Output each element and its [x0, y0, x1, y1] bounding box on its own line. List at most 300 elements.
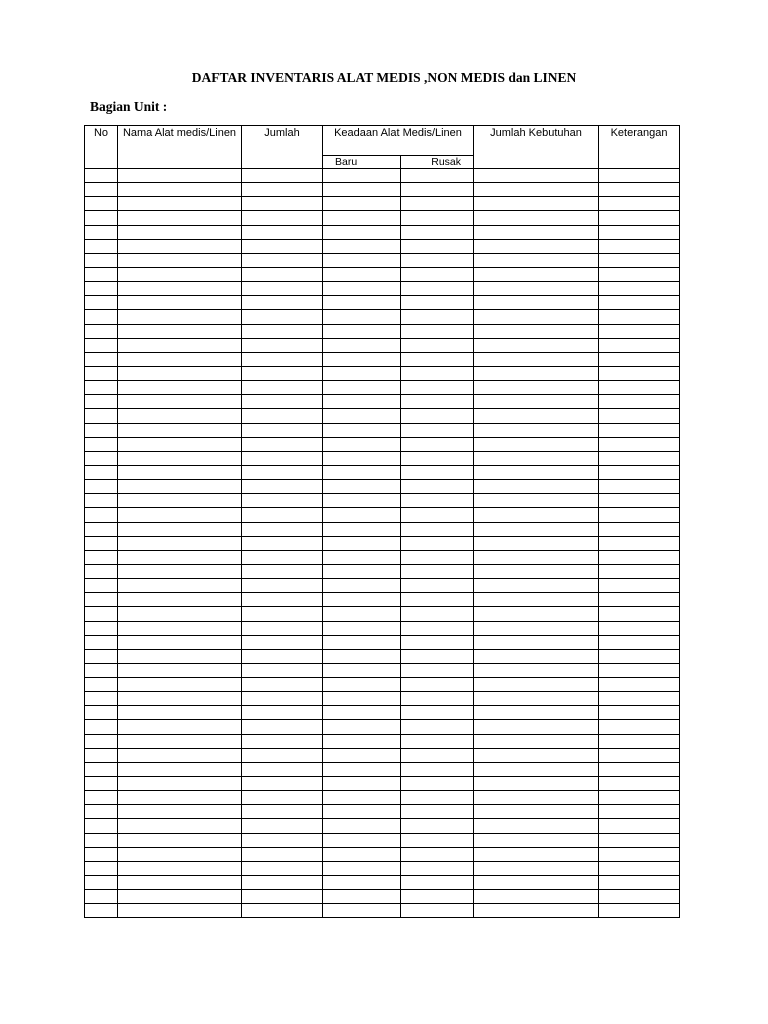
- table-cell: [85, 734, 118, 748]
- table-cell: [242, 762, 323, 776]
- table-cell: [474, 734, 599, 748]
- table-cell: [118, 211, 242, 225]
- table-cell: [323, 225, 401, 239]
- table-cell: [323, 451, 401, 465]
- table-cell: [401, 366, 474, 380]
- table-cell: [242, 579, 323, 593]
- table-cell: [401, 635, 474, 649]
- table-cell: [599, 381, 680, 395]
- table-cell: [401, 211, 474, 225]
- table-row: [85, 692, 680, 706]
- table-cell: [85, 536, 118, 550]
- table-cell: [118, 522, 242, 536]
- table-cell: [323, 352, 401, 366]
- table-cell: [118, 847, 242, 861]
- table-cell: [474, 494, 599, 508]
- table-row: [85, 876, 680, 890]
- table-cell: [401, 748, 474, 762]
- table-cell: [118, 621, 242, 635]
- table-cell: [401, 395, 474, 409]
- table-cell: [323, 847, 401, 861]
- table-cell: [401, 197, 474, 211]
- table-cell: [118, 748, 242, 762]
- table-cell: [85, 678, 118, 692]
- table-cell: [323, 282, 401, 296]
- table-cell: [118, 607, 242, 621]
- table-cell: [118, 819, 242, 833]
- table-cell: [599, 522, 680, 536]
- table-cell: [242, 805, 323, 819]
- table-cell: [242, 296, 323, 310]
- table-row: [85, 777, 680, 791]
- table-cell: [401, 508, 474, 522]
- table-cell: [118, 338, 242, 352]
- table-cell: [474, 635, 599, 649]
- table-cell: [323, 621, 401, 635]
- table-cell: [118, 310, 242, 324]
- table-cell: [242, 395, 323, 409]
- table-row: [85, 395, 680, 409]
- table-cell: [242, 706, 323, 720]
- table-cell: [242, 169, 323, 183]
- table-cell: [599, 904, 680, 918]
- table-row: [85, 720, 680, 734]
- table-cell: [242, 550, 323, 564]
- table-cell: [474, 225, 599, 239]
- table-cell: [323, 678, 401, 692]
- table-cell: [401, 338, 474, 352]
- table-cell: [474, 876, 599, 890]
- table-cell: [323, 791, 401, 805]
- table-cell: [599, 451, 680, 465]
- table-row: [85, 366, 680, 380]
- table-cell: [401, 169, 474, 183]
- table-cell: [401, 465, 474, 479]
- table-row: [85, 296, 680, 310]
- inventory-table: [84, 125, 680, 918]
- table-cell: [474, 352, 599, 366]
- table-cell: [401, 522, 474, 536]
- table-cell: [85, 465, 118, 479]
- table-cell: [323, 395, 401, 409]
- table-cell: [85, 833, 118, 847]
- table-cell: [401, 777, 474, 791]
- table-cell: [474, 366, 599, 380]
- table-cell: [401, 324, 474, 338]
- table-cell: [323, 579, 401, 593]
- table-cell: [118, 352, 242, 366]
- table-cell: [118, 805, 242, 819]
- table-cell: [474, 720, 599, 734]
- table-cell: [401, 678, 474, 692]
- table-cell: [118, 720, 242, 734]
- header-rusak: Rusak: [401, 156, 474, 169]
- table-cell: [474, 579, 599, 593]
- table-cell: [323, 508, 401, 522]
- table-cell: [599, 720, 680, 734]
- table-cell: [401, 296, 474, 310]
- table-cell: [401, 593, 474, 607]
- table-cell: [118, 267, 242, 281]
- table-cell: [323, 183, 401, 197]
- header-nama-alat: Nama Alat medis/Linen: [118, 126, 242, 169]
- table-cell: [474, 564, 599, 578]
- table-cell: [323, 239, 401, 253]
- table-cell: [85, 748, 118, 762]
- table-cell: [474, 423, 599, 437]
- table-cell: [242, 833, 323, 847]
- table-cell: [401, 536, 474, 550]
- table-cell: [401, 550, 474, 564]
- table-cell: [242, 366, 323, 380]
- table-cell: [323, 480, 401, 494]
- table-cell: [118, 381, 242, 395]
- table-cell: [85, 211, 118, 225]
- table-row: [85, 607, 680, 621]
- table-cell: [599, 211, 680, 225]
- table-cell: [323, 536, 401, 550]
- table-cell: [85, 324, 118, 338]
- table-cell: [85, 508, 118, 522]
- table-cell: [242, 211, 323, 225]
- table-cell: [85, 805, 118, 819]
- table-cell: [401, 494, 474, 508]
- table-row: [85, 480, 680, 494]
- table-cell: [85, 621, 118, 635]
- table-cell: [401, 480, 474, 494]
- table-cell: [474, 296, 599, 310]
- table-cell: [242, 791, 323, 805]
- table-row: [85, 465, 680, 479]
- table-row: [85, 819, 680, 833]
- table-cell: [242, 437, 323, 451]
- table-cell: [242, 564, 323, 578]
- table-row: [85, 734, 680, 748]
- table-cell: [85, 550, 118, 564]
- table-row: [85, 381, 680, 395]
- table-cell: [118, 706, 242, 720]
- table-cell: [323, 890, 401, 904]
- table-row: [85, 338, 680, 352]
- table-cell: [323, 777, 401, 791]
- table-cell: [85, 423, 118, 437]
- table-cell: [599, 663, 680, 677]
- table-cell: [323, 833, 401, 847]
- table-cell: [323, 169, 401, 183]
- table-cell: [323, 734, 401, 748]
- table-cell: [401, 890, 474, 904]
- table-cell: [118, 239, 242, 253]
- table-cell: [474, 847, 599, 861]
- table-cell: [118, 437, 242, 451]
- table-row: [85, 833, 680, 847]
- table-cell: [401, 791, 474, 805]
- table-cell: [118, 169, 242, 183]
- table-cell: [85, 762, 118, 776]
- table-cell: [599, 734, 680, 748]
- table-cell: [323, 409, 401, 423]
- table-cell: [323, 211, 401, 225]
- table-row: [85, 805, 680, 819]
- table-cell: [242, 183, 323, 197]
- table-cell: [242, 494, 323, 508]
- table-cell: [85, 282, 118, 296]
- table-cell: [474, 253, 599, 267]
- table-row: [85, 593, 680, 607]
- table-cell: [599, 833, 680, 847]
- table-cell: [85, 183, 118, 197]
- table-cell: [118, 833, 242, 847]
- table-cell: [118, 324, 242, 338]
- table-cell: [85, 904, 118, 918]
- table-cell: [599, 508, 680, 522]
- table-cell: [599, 352, 680, 366]
- table-cell: [474, 310, 599, 324]
- table-cell: [242, 607, 323, 621]
- table-cell: [474, 762, 599, 776]
- table-cell: [599, 678, 680, 692]
- table-cell: [401, 692, 474, 706]
- table-cell: [599, 253, 680, 267]
- header-baru: Baru: [323, 156, 401, 169]
- table-cell: [85, 777, 118, 791]
- table-cell: [118, 366, 242, 380]
- table-cell: [242, 381, 323, 395]
- table-cell: [401, 579, 474, 593]
- header-keterangan: Keterangan: [599, 126, 680, 169]
- table-row: [85, 282, 680, 296]
- table-row: [85, 861, 680, 875]
- table-cell: [242, 310, 323, 324]
- table-cell: [118, 253, 242, 267]
- table-cell: [118, 296, 242, 310]
- table-cell: [118, 876, 242, 890]
- table-cell: [474, 819, 599, 833]
- table-cell: [118, 777, 242, 791]
- table-cell: [401, 423, 474, 437]
- table-cell: [401, 381, 474, 395]
- table-cell: [242, 423, 323, 437]
- table-cell: [242, 621, 323, 635]
- table-cell: [599, 536, 680, 550]
- table-cell: [599, 706, 680, 720]
- table-cell: [85, 890, 118, 904]
- table-row: [85, 579, 680, 593]
- header-keadaan: Keadaan Alat Medis/Linen: [323, 126, 474, 156]
- table-cell: [323, 197, 401, 211]
- table-cell: [474, 282, 599, 296]
- table-cell: [474, 593, 599, 607]
- table-cell: [474, 678, 599, 692]
- table-cell: [401, 762, 474, 776]
- table-cell: [242, 282, 323, 296]
- table-cell: [474, 777, 599, 791]
- table-row: [85, 678, 680, 692]
- table-cell: [474, 338, 599, 352]
- table-cell: [474, 522, 599, 536]
- table-cell: [118, 678, 242, 692]
- table-cell: [599, 409, 680, 423]
- table-cell: [323, 564, 401, 578]
- table-cell: [85, 635, 118, 649]
- table-cell: [323, 904, 401, 918]
- table-cell: [401, 239, 474, 253]
- table-cell: [85, 876, 118, 890]
- table-cell: [85, 381, 118, 395]
- table-row: [85, 791, 680, 805]
- table-cell: [85, 819, 118, 833]
- table-cell: [323, 805, 401, 819]
- header-jumlah: Jumlah: [242, 126, 323, 169]
- table-cell: [474, 465, 599, 479]
- table-cell: [85, 451, 118, 465]
- table-cell: [401, 720, 474, 734]
- table-cell: [474, 451, 599, 465]
- table-cell: [323, 593, 401, 607]
- table-cell: [85, 861, 118, 875]
- table-cell: [474, 437, 599, 451]
- table-cell: [118, 762, 242, 776]
- table-cell: [474, 197, 599, 211]
- table-row: [85, 225, 680, 239]
- table-cell: [599, 183, 680, 197]
- table-row: [85, 663, 680, 677]
- table-cell: [242, 593, 323, 607]
- table-cell: [242, 225, 323, 239]
- table-cell: [474, 861, 599, 875]
- table-cell: [323, 267, 401, 281]
- table-cell: [599, 550, 680, 564]
- table-cell: [599, 494, 680, 508]
- table-cell: [323, 423, 401, 437]
- table-cell: [401, 253, 474, 267]
- table-cell: [242, 748, 323, 762]
- table-cell: [599, 692, 680, 706]
- table-cell: [323, 692, 401, 706]
- table-cell: [242, 267, 323, 281]
- table-cell: [474, 395, 599, 409]
- table-cell: [474, 239, 599, 253]
- table-cell: [118, 480, 242, 494]
- table-cell: [401, 183, 474, 197]
- table-cell: [323, 253, 401, 267]
- table-cell: [323, 607, 401, 621]
- table-cell: [85, 310, 118, 324]
- table-cell: [474, 663, 599, 677]
- table-cell: [323, 366, 401, 380]
- table-row: [85, 423, 680, 437]
- table-cell: [118, 663, 242, 677]
- table-cell: [242, 253, 323, 267]
- table-cell: [599, 748, 680, 762]
- table-cell: [118, 508, 242, 522]
- document-title: DAFTAR INVENTARIS ALAT MEDIS ,NON MEDIS dan LINEN: [191, 70, 577, 85]
- table-cell: [401, 805, 474, 819]
- header-no: No: [85, 126, 118, 169]
- table-cell: [401, 819, 474, 833]
- table-row: [85, 310, 680, 324]
- table-cell: [401, 451, 474, 465]
- table-cell: [242, 352, 323, 366]
- table-cell: [599, 480, 680, 494]
- table-cell: [85, 649, 118, 663]
- table-cell: [118, 635, 242, 649]
- table-cell: [599, 777, 680, 791]
- table-cell: [242, 451, 323, 465]
- table-cell: [242, 678, 323, 692]
- table-row: [85, 522, 680, 536]
- table-cell: [118, 649, 242, 663]
- table-row: [85, 409, 680, 423]
- table-cell: [85, 480, 118, 494]
- table-cell: [599, 296, 680, 310]
- table-cell: [474, 607, 599, 621]
- table-row: [85, 494, 680, 508]
- table-cell: [401, 621, 474, 635]
- table-cell: [242, 847, 323, 861]
- table-cell: [401, 225, 474, 239]
- table-cell: [474, 706, 599, 720]
- table-cell: [118, 890, 242, 904]
- table-cell: [599, 437, 680, 451]
- table-row: [85, 748, 680, 762]
- table-cell: [323, 635, 401, 649]
- table-cell: [118, 692, 242, 706]
- table-row: [85, 183, 680, 197]
- table-cell: [474, 409, 599, 423]
- table-cell: [323, 861, 401, 875]
- table-cell: [599, 324, 680, 338]
- table-body: [85, 169, 680, 918]
- table-cell: [599, 310, 680, 324]
- table-cell: [599, 621, 680, 635]
- table-cell: [599, 762, 680, 776]
- table-row: [85, 197, 680, 211]
- table-cell: [118, 423, 242, 437]
- table-cell: [242, 819, 323, 833]
- table-row: [85, 508, 680, 522]
- table-cell: [323, 310, 401, 324]
- table-row: [85, 239, 680, 253]
- table-cell: [323, 762, 401, 776]
- table-cell: [85, 579, 118, 593]
- table-cell: [474, 904, 599, 918]
- table-row: [85, 211, 680, 225]
- table-cell: [118, 451, 242, 465]
- table-cell: [242, 777, 323, 791]
- table-cell: [599, 593, 680, 607]
- table-cell: [599, 649, 680, 663]
- table-row: [85, 253, 680, 267]
- table-cell: [85, 366, 118, 380]
- table-cell: [474, 692, 599, 706]
- table-cell: [85, 169, 118, 183]
- table-cell: [242, 409, 323, 423]
- table-cell: [323, 494, 401, 508]
- table-cell: [118, 861, 242, 875]
- table-row: [85, 847, 680, 861]
- table-cell: [85, 197, 118, 211]
- table-cell: [242, 890, 323, 904]
- table-cell: [323, 296, 401, 310]
- table-cell: [85, 607, 118, 621]
- table-cell: [85, 296, 118, 310]
- table-cell: [242, 324, 323, 338]
- table-cell: [599, 395, 680, 409]
- header-jumlah-kebutuhan: Jumlah Kebutuhan: [474, 126, 599, 169]
- table-cell: [401, 282, 474, 296]
- table-cell: [474, 748, 599, 762]
